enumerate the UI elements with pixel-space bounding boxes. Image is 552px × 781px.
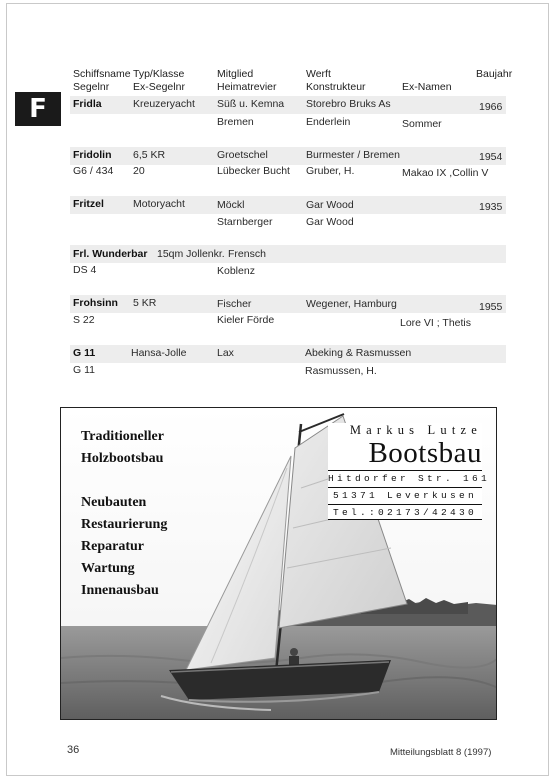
ad-line: Wartung: [81, 561, 135, 576]
entry-ex-sail-no: 20: [133, 165, 145, 177]
entry-name: G 11: [73, 347, 96, 359]
boatbuilder-advertisement: [60, 407, 497, 720]
header-baujahr: [476, 68, 512, 81]
entry-yard: Storebro Bruks As: [306, 98, 391, 110]
entry-designer: Gar Wood: [306, 216, 354, 228]
company-phone: Tel.:02173/42430: [328, 504, 482, 520]
header-typ-klasse: [133, 68, 185, 94]
entry-name: Frohsinn: [73, 297, 118, 309]
publication-name: Mitteilungsblatt 8 (1997): [390, 747, 492, 758]
ad-line: Restaurierung: [81, 517, 168, 532]
header-label: Konstrukteur: [306, 81, 366, 93]
company-logo-block: [328, 423, 491, 520]
header-label: Typ/Klasse: [133, 68, 185, 80]
header-mitglied: [217, 68, 277, 94]
entry-sail-no: S 22: [73, 314, 95, 326]
company-street: Hitdorfer Str. 161: [328, 470, 482, 485]
entry-name: Fridla: [73, 98, 102, 110]
entry-home: Starnberger: [217, 216, 273, 228]
entry-yard: Burmester / Bremen: [306, 149, 400, 161]
entry-member: Lax: [217, 347, 234, 359]
entry-type: 5 KR: [133, 297, 157, 309]
entry-home: Kieler Förde: [217, 314, 275, 326]
header-werft: [306, 68, 366, 94]
entry-yard: Wegener, Hamburg: [306, 298, 397, 310]
ad-line: Neubauten: [81, 495, 147, 510]
entry-home: Lübecker Bucht: [217, 165, 290, 177]
entry-yard: Abeking & Rasmussen: [305, 347, 412, 359]
entry-sail-no: G 11: [73, 364, 95, 376]
ad-line: Holzbootsbau: [81, 451, 164, 466]
service-list: [81, 426, 167, 602]
company-city: 51371 Leverkusen: [328, 487, 482, 502]
entry-member: Groetschel: [217, 149, 268, 161]
header-label: Schiffsname: [73, 68, 131, 80]
header-label: Ex-Segelnr: [133, 81, 185, 93]
entry-year: 1955: [479, 301, 503, 313]
company-title: Bootsbau: [368, 437, 482, 469]
entry-type: Hansa-Jolle: [131, 347, 187, 359]
company-owner: Markus Lutze: [349, 423, 482, 437]
header-label: Ex-Namen: [402, 81, 452, 93]
entry-member: Möckl: [217, 199, 245, 211]
header-label: Heimatrevier: [217, 81, 277, 93]
entry-type: 15qm Jollenkr.: [157, 248, 225, 260]
entry-home: Bremen: [217, 116, 254, 128]
header-label: Baujahr: [476, 68, 513, 80]
entry-year: 1954: [479, 151, 503, 163]
entry-home: Koblenz: [217, 265, 255, 277]
entry-type: Kreuzeryacht: [133, 98, 195, 110]
entry-ex-names: Makao IX ,Collin V: [402, 167, 489, 179]
entry-designer: Rasmussen, H.: [305, 365, 377, 377]
entry-member: Süß u. Kemna: [217, 98, 285, 110]
entry-member: Frensch: [228, 248, 266, 260]
entry-designer: Gruber, H.: [306, 165, 355, 177]
entry-member: Fischer: [217, 298, 252, 310]
page-number: 36: [67, 744, 80, 756]
entry-year: 1935: [479, 201, 503, 213]
ad-line: Reparatur: [81, 539, 144, 554]
header-label: Mitglied: [217, 68, 254, 80]
entry-designer: Enderlein: [306, 116, 351, 128]
entry-type: 6,5 KR: [133, 149, 166, 161]
entry-type: Motoryacht: [133, 198, 185, 210]
entry-ex-names: Sommer: [402, 118, 442, 130]
ad-line: Innenausbau: [81, 583, 159, 598]
header-ex-namen: [402, 81, 452, 94]
section-letter-tab: F: [15, 92, 61, 126]
ad-line: Traditioneller: [81, 429, 164, 444]
header-schiffsname: [73, 68, 131, 94]
entry-year: 1966: [479, 101, 503, 113]
entry-name: Fridolin: [73, 149, 112, 161]
entry-name: Fritzel: [73, 198, 104, 210]
entry-sail-no: G6 / 434: [73, 165, 114, 177]
header-label: Segelnr: [73, 81, 110, 93]
entry-yard: Gar Wood: [306, 199, 354, 211]
header-label: Werft: [306, 68, 331, 80]
entry-ex-names: Lore VI ; Thetis: [400, 317, 472, 329]
entry-name: Frl. Wunderbar: [73, 248, 148, 260]
entry-sail-no: DS 4: [73, 264, 97, 276]
